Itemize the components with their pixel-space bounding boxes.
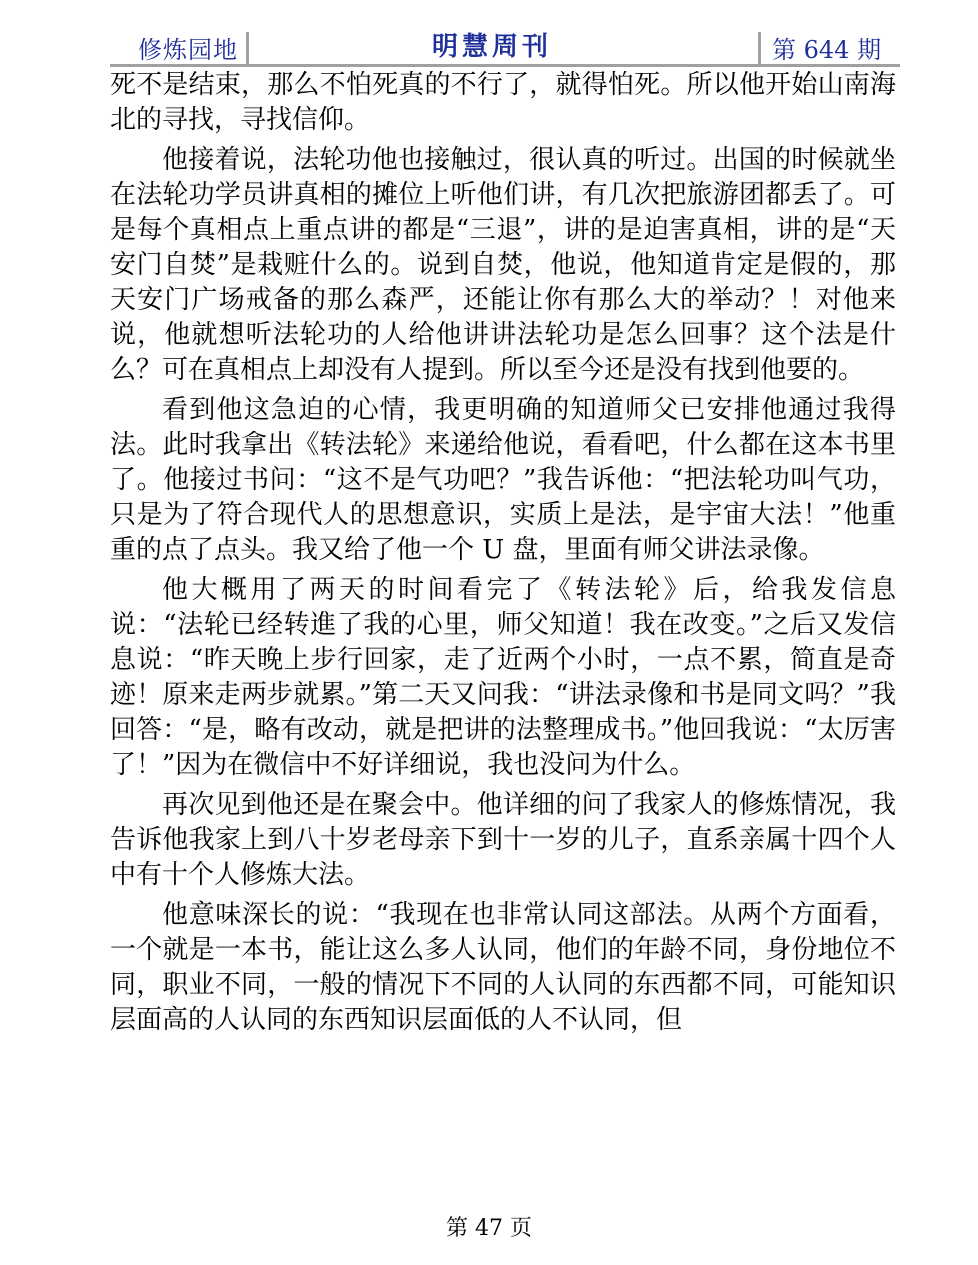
paragraph: 他接着说，法轮功他也接触过，很认真的听过。出国的时候就坐在法轮功学员讲真相的摊位上听他们讲，有几次把旅游团都丢了。可是每个真相点上重点讲的都是“三退”，讲的是迫害真相，讲的是“天安门自焚”是栽赃什么的。说到自焚，他说，他知道肯定是假的，那天安门广场戒备的那么森严，还能让你有那么大的举动？！对他来说，他就想听法轮功的人给他讲讲法轮功是怎么回事？这个法是什么？可在真相点上却没有人提到。所以至今还是没有找到他要的。 [110,145,896,385]
publication-title: 明慧周刊 [432,32,553,62]
article-body [110,68,896,1043]
header-divider-right [758,32,761,64]
paragraph: 看到他这急迫的心情，我更明确的知道师父已安排他通过我得法。此时我拿出《转法轮》来递给他说，看看吧，什么都在这本书里了。他接过书问：“这不是气功吧？”我告诉他：“把法轮功叫气功，只是为了符合现代人的思想意识，实质上是法，是宇宙大法！”他重重的点了点头。我又给了他一个 U 盘，里面有师父讲法录像。 [110,395,896,565]
header-rule [110,64,900,67]
header-divider-left [246,32,249,64]
paragraph: 再次见到他还是在聚会中。他详细的问了我家人的修炼情况，我告诉他我家上到八十岁老母亲下到十一岁的儿子，直系亲属十四个人中有十个人修炼大法。 [110,790,896,890]
paragraph: 他大概用了两天的时间看完了《转法轮》后，给我发信息说：“法轮已经转進了我的心里，师父知道！我在改变。”之后又发信息说：“昨天晚上步行回家，走了近两个小时，一点不累，简直是奇迹！原来走两步就累。”第二天又问我：“讲法录像和书是同文吗？”我回答：“是，略有改动，就是把讲的法整理成书。”他回我说：“太厉害了！”因为在微信中不好详细说，我也没问为什么。 [110,575,896,780]
paragraph: 他意味深长的说：“我现在也非常认同这部法。从两个方面看，一个就是一本书，能让这么多人认同，他们的年龄不同，身份地位不同，职业不同，一般的情况下不同的人认同的东西都不同，可能知识层面高的人认同的东西知识层面低的人不认同，但 [110,900,896,1035]
paragraph: 死不是结束，那么不怕死真的不行了，就得怕死。所以他开始山南海北的寻找，寻找信仰。 [110,70,896,135]
section-name: 修炼园地 [138,36,238,64]
page-number: 第 47 页 [446,1216,532,1241]
page-header [110,24,900,66]
issue-number: 第 644 期 [772,36,882,64]
